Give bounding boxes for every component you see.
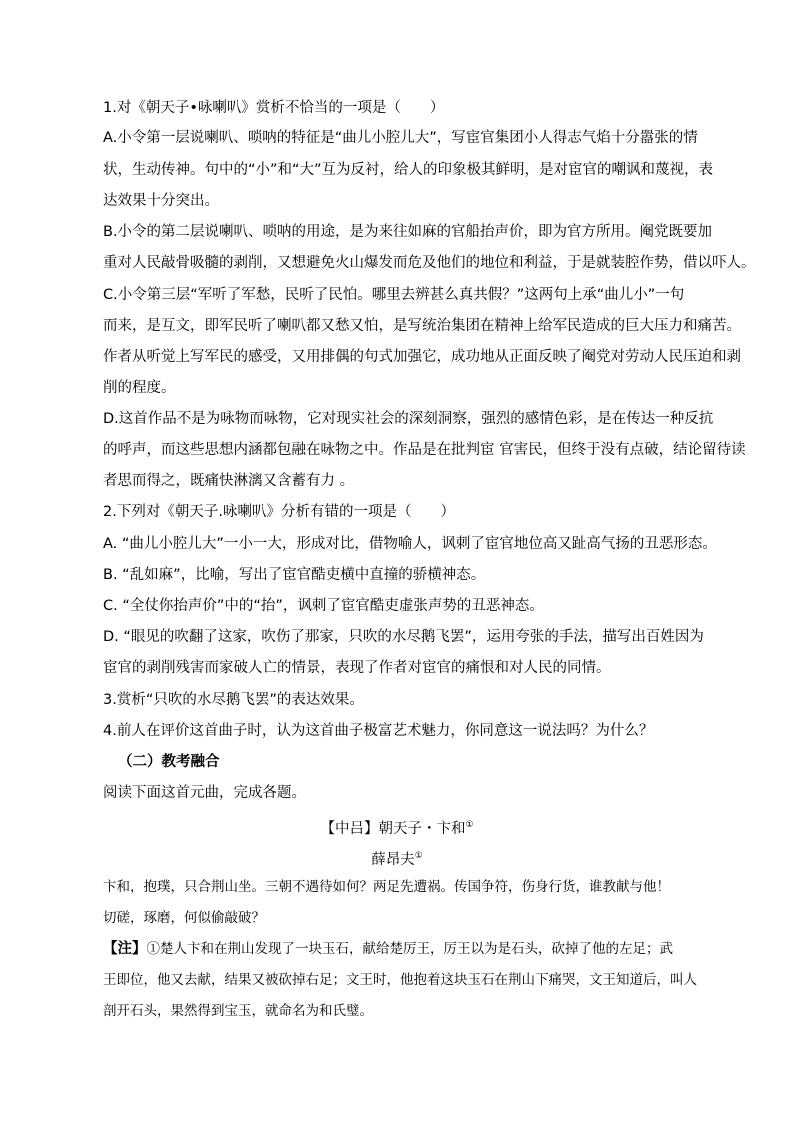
note-line-2: 王即位，他又去献，结果又被砍掉右足；文王时，他抱着这块玉石在荆山下痛哭，文王知道后，叫人 — [103, 972, 697, 988]
poem-title-text: 【中吕】朝天子・卞和 — [320, 820, 466, 837]
note-text-1: ①楚人卞和在荆山发现了一块玉石，献给楚厉王，厉王以为是石头，砍掉了他的左足；武 — [146, 941, 673, 957]
poem-line-1: 卞和，抱璞，只合荆山坐。三朝不遇待如何？两足先遭祸。传国争符，伤身行货，谁教献与他！ — [103, 879, 670, 895]
q2-option-d-line2: 宦官的剥削残害而家破人亡的情景，表现了作者对宦官的痛恨和对人民的同情。 — [103, 660, 611, 676]
question-3: 3.赏析“只吹的水尽鹅飞罢”的表达效果。 — [103, 692, 364, 708]
q1-option-a-line2: 状，生动传神。句中的“小”和“大”互为反衬，给人的印象极其鲜明，是对宦官的嘲讽和蔑视，表 — [103, 162, 714, 178]
note-line-1 — [103, 934, 673, 964]
poem-title — [0, 810, 794, 844]
q1-option-c-line3: 作者从听觉上写军民的感受，又用排偶的句式加强它，成功地从正面反映了阉党对劳动人民压迫和剥 — [103, 349, 741, 365]
q1-option-c-line1: C.小令第三层“军听了军愁，民听了民怕。哪里去辨甚么真共假？”这两句上承“曲儿小”一句 — [103, 287, 685, 303]
section-heading: （二）教考融合 — [118, 754, 220, 770]
q1-option-c-line4: 削的程度。 — [103, 380, 176, 396]
q1-option-d-line2: 的呼声，而这些思想内涵都包融在咏物之中。作品是在批判宦 官害民，但终于没有点破，结论留待读 — [103, 442, 746, 458]
question-1-stem: 1.对《朝天子•咏喇叭》赏析不恰当的一项是（ ） — [103, 100, 445, 116]
q1-option-d-line1: D.这首作品不是为咏物而咏物，它对现实社会的深刻洞察，强烈的感情色彩，是在传达一种反抗 — [103, 411, 714, 427]
poem-author-note: ① — [414, 851, 423, 861]
poem-author-text: 薛昂夫 — [371, 851, 415, 868]
q2-option-a: A. “曲儿小腔儿大”一小一大，形成对比，借物喻人，讽刺了宦官地位高又趾高气扬的丑恶形态。 — [103, 536, 717, 552]
q2-option-c: C. “全仗你抬声价”中的“抬”，讽刺了宦官酷吏虚张声势的丑恶神态。 — [103, 598, 544, 614]
note-label: 【注】 — [103, 941, 147, 957]
reading-instruction: 阅读下面这首元曲，完成各题。 — [103, 785, 306, 801]
q2-option-d-line1: D. “眼见的吹翻了这家，吹伤了那家，只吹的水尽鹅飞罢”，运用夸张的手法，描写出百姓因为 — [103, 629, 704, 645]
note-line-3: 剖开石头，果然得到宝玉，就命名为和氏璧。 — [103, 1003, 373, 1019]
question-2-stem: 2.下列对《朝天子.咏喇叭》分析有错的一项是（ ） — [103, 504, 455, 520]
poem-line-2: 切磋，琢磨，何似偷敲破？ — [103, 910, 265, 926]
poem-title-note: ① — [465, 820, 474, 830]
q1-option-a-line3: 达效果十分突出。 — [103, 193, 219, 209]
q2-option-b: B. “乱如麻”，比喻，写出了宦官酷吏横中直撞的骄横神态。 — [103, 567, 486, 583]
poem-author — [0, 841, 794, 875]
q1-option-a-line1: A.小令第一层说喇叭、唢呐的特征是“曲儿小腔儿大”，写宦官集团小人得志气焰十分嚣张的情 — [103, 130, 698, 146]
q1-option-d-line3: 者思而得之，既痛快淋漓又含蓄有力 。 — [103, 473, 355, 489]
question-4: 4.前人在评价这首曲子时，认为这首曲子极富艺术魅力，你同意这一说法吗？为什么？ — [103, 723, 654, 739]
q1-option-b-line1: B.小令的第二层说喇叭、唢呐的用途，是为来往如麻的官船抬声价，即为官方所用。阉党既要加 — [103, 224, 713, 240]
q1-option-b-line2: 重对人民敲骨吸髓的剥削，又想避免火山爆发而危及他们的地位和利益，于是就装腔作势，借以吓人。 — [103, 255, 756, 271]
q1-option-c-line2: 而来，是互文，即军民听了喇叭都又愁又怕，是写统治集团在精神上给军民造成的巨大压力和痛苦。 — [103, 318, 741, 334]
